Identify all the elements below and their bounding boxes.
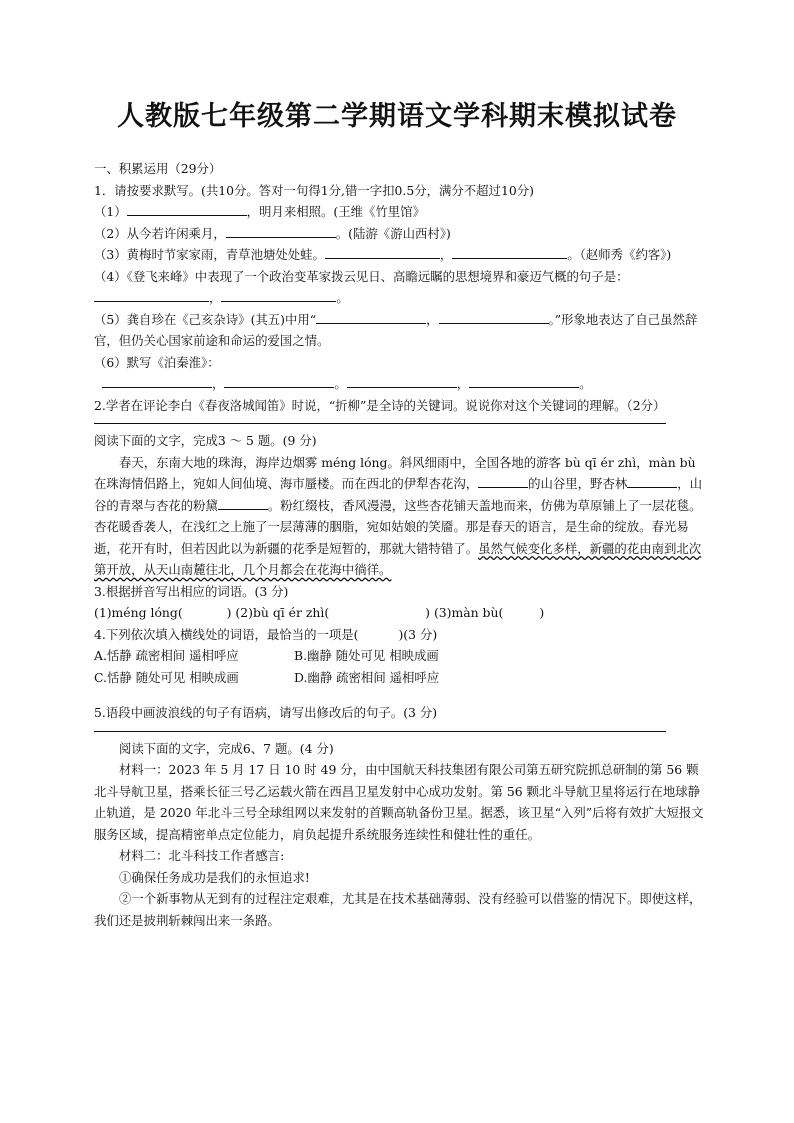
answer-blank[interactable]	[439, 310, 549, 324]
question-4-options-row-2	[94, 667, 706, 689]
question-1-stem: 1．请按要求默写。(共10分。答对一句得1分,错一字扣0.5分，满分不超过10分)	[94, 182, 534, 198]
answer-blank[interactable]	[218, 496, 268, 510]
answer-blank[interactable]	[452, 245, 567, 259]
answer-blank[interactable]	[224, 374, 334, 388]
answer-line[interactable]	[94, 731, 666, 732]
question-1-item-3: （3）黄梅时节家家雨，青草池塘处处蛙。 ， 。（赵师秀《约客》)	[94, 247, 672, 262]
answer-blank[interactable]	[347, 374, 457, 388]
exam-content	[94, 158, 706, 931]
material-1: 材料一：2023 年 5 月 17 日 10 时 49 分，由中国航天科技集团有限公司第五研究院抓总研制的第 56 颗北斗导航卫星，搭乘长征三号乙运载火箭在西昌卫星发射中心成功发射。第 56 颗北斗导航卫星将运行在地球静止轨道，是 2020 年北斗三号全球组网以来发射的首颗高轨备份卫星。据悉，该卫星“入列”后将有效扩大短报文服务区域，提高精密单点定位能力，肩负起提升系统服务连续性和健壮性的重任。	[94, 762, 704, 842]
answer-blank[interactable]	[221, 288, 336, 302]
answer-blank[interactable]	[478, 474, 528, 488]
option-b[interactable]: B.幽静 随处可见 相映成画	[294, 648, 439, 663]
question-4: 4.下列依次填入横线处的词语，最恰当的一项是( )(3 分)	[94, 626, 438, 642]
material-2-item-2: ②一个新事物从无到有的过程注定艰难，尤其是在技术基础薄弱、没有经验可以借鉴的情况下。即使这样，我们还是披荆斩棘闯出来一条路。	[94, 891, 702, 928]
question-3: 3.根据拼音写出相应的词语。(3 分)	[94, 583, 289, 599]
question-1-item-4: （4）《登飞来峰》中表现了一个政治变革家拨云见日、高瞻远瞩的思想境界和豪迈气概的句子是：， 。	[94, 268, 629, 305]
reading-2-intro: 阅读下面的文字，完成6、7 题。(4 分)	[119, 740, 334, 756]
material-2-item-1: ①确保任务成功是我们的永恒追求!	[119, 869, 310, 885]
question-1-item-2: （2）从今若许闲乘月， 。(陆游《游山西村》)	[94, 225, 451, 241]
answer-blank[interactable]	[94, 288, 209, 302]
answer-blank[interactable]	[316, 310, 426, 324]
option-c[interactable]: C.恬静 随处可见 相映成画	[94, 669, 239, 685]
answer-blank[interactable]	[102, 374, 212, 388]
question-1-item-6-blanks: ， 。 ， 。	[94, 373, 706, 395]
question-1-item-5: （5）龚自珍在《己亥杂诗》(其五)中用“ ， 。”形象地表达了自己虽然辞官，但仍关心国家前途和命运的爱国之情。	[94, 311, 698, 348]
answer-blank[interactable]	[627, 474, 677, 488]
reading-1-intro: 阅读下面的文字，完成3 ～ 5 题。(9 分)	[94, 433, 317, 448]
answer-blank[interactable]	[325, 245, 440, 259]
option-a[interactable]: A.恬静 疏密相间 遥相呼应	[94, 648, 239, 663]
reading-1-passage: 春天，东南大地的珠海，海岸边烟雾 méng lóng。斜风细雨中，全国各地的游客 bù qī ér zhì，màn bù 在珠海情侣路上，宛如人间仙境、海市蜃楼。而在西北的伊犁杏花沟， 的山谷里，野杏林 ，山谷的青翠与杏花的粉黛 。粉红缀枝，香风漫漫，这些杏花铺天盖地而来，仿佛为草原铺上了一层花毯。杏花暖香袭人，在浅红之上施了一层薄薄的胭脂，宛如姑娘的笑靥。那是春天的语言，是生命的绽放。春光易逝，花开有时，但若因此以为新疆的花季是短暂的，那就大错特错了。虽然气候变化多样，新疆的花由南到北次第开放，从天山南麓往北，几个月都会在花海中徜徉。	[94, 454, 703, 577]
question-3-blanks: (1)méng lóng( ) (2)bù qī ér zhì( ) (3)màn bù( )	[94, 605, 545, 620]
question-2: 2.学者在评论李白《春夜洛城闻笛》时说，“折柳”是全诗的关键词。说说你对这个关键词的理解。（2分）	[94, 397, 666, 413]
question-4-options-row-1	[94, 645, 706, 667]
answer-blank[interactable]	[226, 224, 336, 238]
section-heading: 一、积累运用（29分）	[94, 161, 222, 176]
page-title: 人教版七年级第二学期语文学科期末模拟试卷	[117, 101, 677, 132]
question-1-item-6: （6）默写《泊秦淮》：	[94, 354, 220, 370]
answer-line[interactable]	[94, 423, 666, 424]
option-d[interactable]: D.幽静 疏密相间 遥相呼应	[294, 669, 440, 685]
material-2-heading: 材料二：北斗科技工作者感言:	[119, 848, 285, 863]
question-5: 5.语段中画波浪线的句子有语病，请写出修改后的句子。(3 分)	[94, 705, 438, 720]
answer-blank[interactable]	[127, 202, 247, 216]
answer-blank[interactable]	[469, 374, 579, 388]
wavy-underlined-sentence: 虽然气候变化多样，新疆的花由南到北次第开放，从天山南麓往北，几个月都会在花海中徜徉。	[94, 540, 702, 577]
question-1-item-1: （1） ，明月来相照。(王维《竹里馆》	[94, 204, 425, 219]
